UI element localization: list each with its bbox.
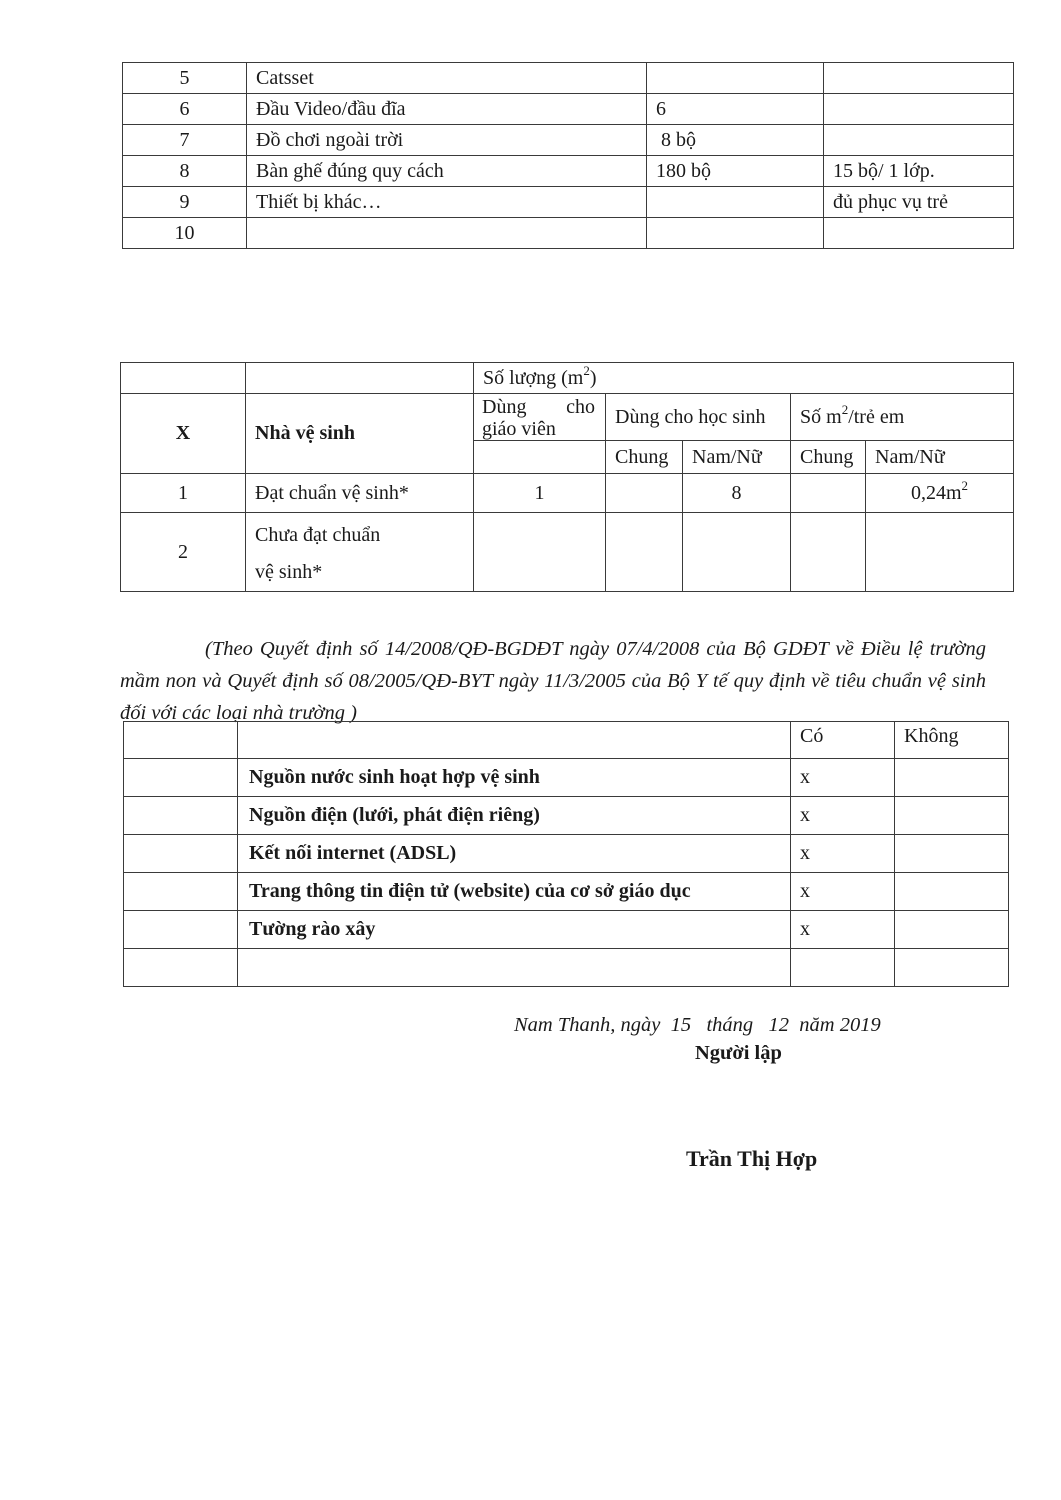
squared-sup: 2: [583, 362, 590, 378]
equipment-name: Catsset: [247, 63, 647, 94]
checklist-yes-mark: [791, 949, 895, 987]
per-child-header-rest: /trẻ em: [848, 405, 905, 428]
checklist-yes-mark: x: [791, 759, 895, 797]
toilet-row-name: Đạt chuẩn vệ sinh*: [246, 474, 474, 513]
checklist-label: Kết nối internet (ADSL): [238, 835, 791, 873]
toilet-chung-qty: [606, 513, 683, 592]
equipment-row: [123, 63, 1014, 94]
equipment-qty: 180 bộ: [647, 156, 824, 187]
toilet-teacher-qty: 1: [474, 474, 606, 513]
toilet-row: [121, 513, 1014, 592]
signature-name: Trần Thị Hợp: [686, 1146, 818, 1171]
equipment-qty: [647, 187, 824, 218]
signature-place-date: Nam Thanh, ngày 15 tháng 12 năm 2019: [514, 1014, 881, 1036]
checklist-row: [124, 911, 1009, 949]
namnu-header-cell: Nam/Nữ: [866, 441, 1014, 474]
yes-header-cell: Có: [791, 722, 895, 759]
equipment-note: [824, 218, 1014, 249]
checklist-label: [238, 949, 791, 987]
checklist-label: Tường rào xây: [238, 911, 791, 949]
toilet-row-name: [246, 513, 474, 592]
equipment-row: [123, 218, 1014, 249]
checklist-yes-mark: x: [791, 835, 895, 873]
checklist-row: [124, 873, 1009, 911]
signature-role: Người lập: [695, 1042, 782, 1064]
checklist-no-mark: [895, 759, 1009, 797]
toilet-header-row-quantity: [121, 363, 1014, 394]
empty-cell: [246, 363, 474, 394]
empty-cell: [474, 441, 606, 474]
equipment-no: 6: [123, 94, 247, 125]
teacher-header-cell: [474, 394, 606, 441]
squared-sup: 2: [961, 477, 969, 493]
per-child-header-text: Số m: [800, 405, 842, 428]
toilet-row-name-line1: Chưa đạt chuẩn: [255, 524, 381, 546]
checklist-no: [124, 835, 238, 873]
equipment-note: [824, 94, 1014, 125]
checklist-no: [124, 797, 238, 835]
equipment-row: [123, 94, 1014, 125]
equipment-row: [123, 125, 1014, 156]
checklist-row: [124, 759, 1009, 797]
checklist-no-mark: [895, 949, 1009, 987]
toilet-row-no: 1: [121, 474, 246, 513]
equipment-note: 15 bộ/ 1 lớp.: [824, 156, 1014, 187]
checklist-row: [124, 835, 1009, 873]
checklist-row: [124, 797, 1009, 835]
checklist-no: [124, 911, 238, 949]
teacher-header-word1: Dùng: [482, 396, 527, 418]
equipment-table: [122, 62, 1014, 249]
checklist-no-mark: [895, 797, 1009, 835]
equipment-note: đủ phục vụ trẻ: [824, 187, 1014, 218]
equipment-name: Đầu Video/đầu đĩa: [247, 94, 647, 125]
area-value: 0,24m: [910, 481, 962, 504]
equipment-row: [123, 187, 1014, 218]
section-no-cell: X: [121, 394, 246, 474]
namnu-header-cell: Nam/Nữ: [683, 441, 791, 474]
checklist-row: [124, 949, 1009, 987]
equipment-note: [824, 63, 1014, 94]
checklist-label: Nguồn điện (lưới, phát điện riêng): [238, 797, 791, 835]
toilet-namnu-qty: 8: [683, 474, 791, 513]
teacher-header-word2: cho: [566, 396, 595, 418]
equipment-name: Đồ chơi ngoài trời: [247, 125, 647, 156]
checklist-header-row: [124, 722, 1009, 759]
equipment-no: 8: [123, 156, 247, 187]
empty-cell: [238, 722, 791, 759]
checklist-no: [124, 949, 238, 987]
teacher-header-line2: giáo viên: [482, 418, 556, 440]
toilet-chung-qty: [606, 474, 683, 513]
toilet-table: [120, 362, 1014, 592]
equipment-name: [247, 218, 647, 249]
checklist-yes-mark: x: [791, 873, 895, 911]
equipment-qty: 8 bộ: [647, 125, 824, 156]
equipment-row: [123, 156, 1014, 187]
quantity-header-cell: [474, 363, 1014, 394]
toilet-row: [121, 474, 1014, 513]
toilet-header-row-groups: [121, 394, 1014, 441]
toilet-chung-area: [791, 474, 866, 513]
equipment-name: Bàn ghế đúng quy cách: [247, 156, 647, 187]
regulation-note: (Theo Quyết định số 14/2008/QĐ-BGDĐT ngày 07/4/2008 của Bộ GDĐT về Điều lệ trường mầm non và Quyết định số 08/2005/QĐ-BYT ngày 11/3/2005 của Bộ Y tế quy định về tiêu chuẩn vệ sinh đối với các loại nhà trường ): [120, 638, 986, 724]
checklist-no-mark: [895, 911, 1009, 949]
per-child-header-cell: [791, 394, 1014, 441]
empty-cell: [124, 722, 238, 759]
equipment-no: 7: [123, 125, 247, 156]
checklist-no-mark: [895, 835, 1009, 873]
quantity-header-text: Số lượng (m: [483, 366, 584, 389]
chung-header-cell: Chung: [791, 441, 866, 474]
chung-header-cell: Chung: [606, 441, 683, 474]
toilet-namnu-qty: [683, 513, 791, 592]
no-header-cell: Không: [895, 722, 1009, 759]
equipment-note: [824, 125, 1014, 156]
toilet-row-name-line2: vệ sinh*: [255, 561, 323, 583]
quantity-header-close: ): [589, 366, 597, 389]
equipment-no: 5: [123, 63, 247, 94]
equipment-no: 9: [123, 187, 247, 218]
checklist-no-mark: [895, 873, 1009, 911]
checklist-yes-mark: x: [791, 797, 895, 835]
toilet-row-no: 2: [121, 513, 246, 592]
equipment-qty: [647, 63, 824, 94]
equipment-qty: [647, 218, 824, 249]
toilet-teacher-qty: [474, 513, 606, 592]
student-header-cell: Dùng cho học sinh: [606, 394, 791, 441]
toilet-namnu-area: [866, 513, 1014, 592]
checklist-no: [124, 759, 238, 797]
checklist-label: Trang thông tin điện tử (website) của cơ sở giáo dục: [238, 873, 791, 911]
equipment-name: Thiết bị khác…: [247, 187, 647, 218]
section-title-cell: Nhà vệ sinh: [246, 394, 474, 474]
toilet-chung-area: [791, 513, 866, 592]
checklist-table: [123, 721, 1009, 987]
empty-cell: [121, 363, 246, 394]
checklist-yes-mark: x: [791, 911, 895, 949]
equipment-qty: 6: [647, 94, 824, 125]
equipment-no: 10: [123, 218, 247, 249]
checklist-no: [124, 873, 238, 911]
toilet-namnu-area: [866, 474, 1014, 513]
squared-sup: 2: [841, 401, 849, 417]
checklist-label: Nguồn nước sinh hoạt hợp vệ sinh: [238, 759, 791, 797]
